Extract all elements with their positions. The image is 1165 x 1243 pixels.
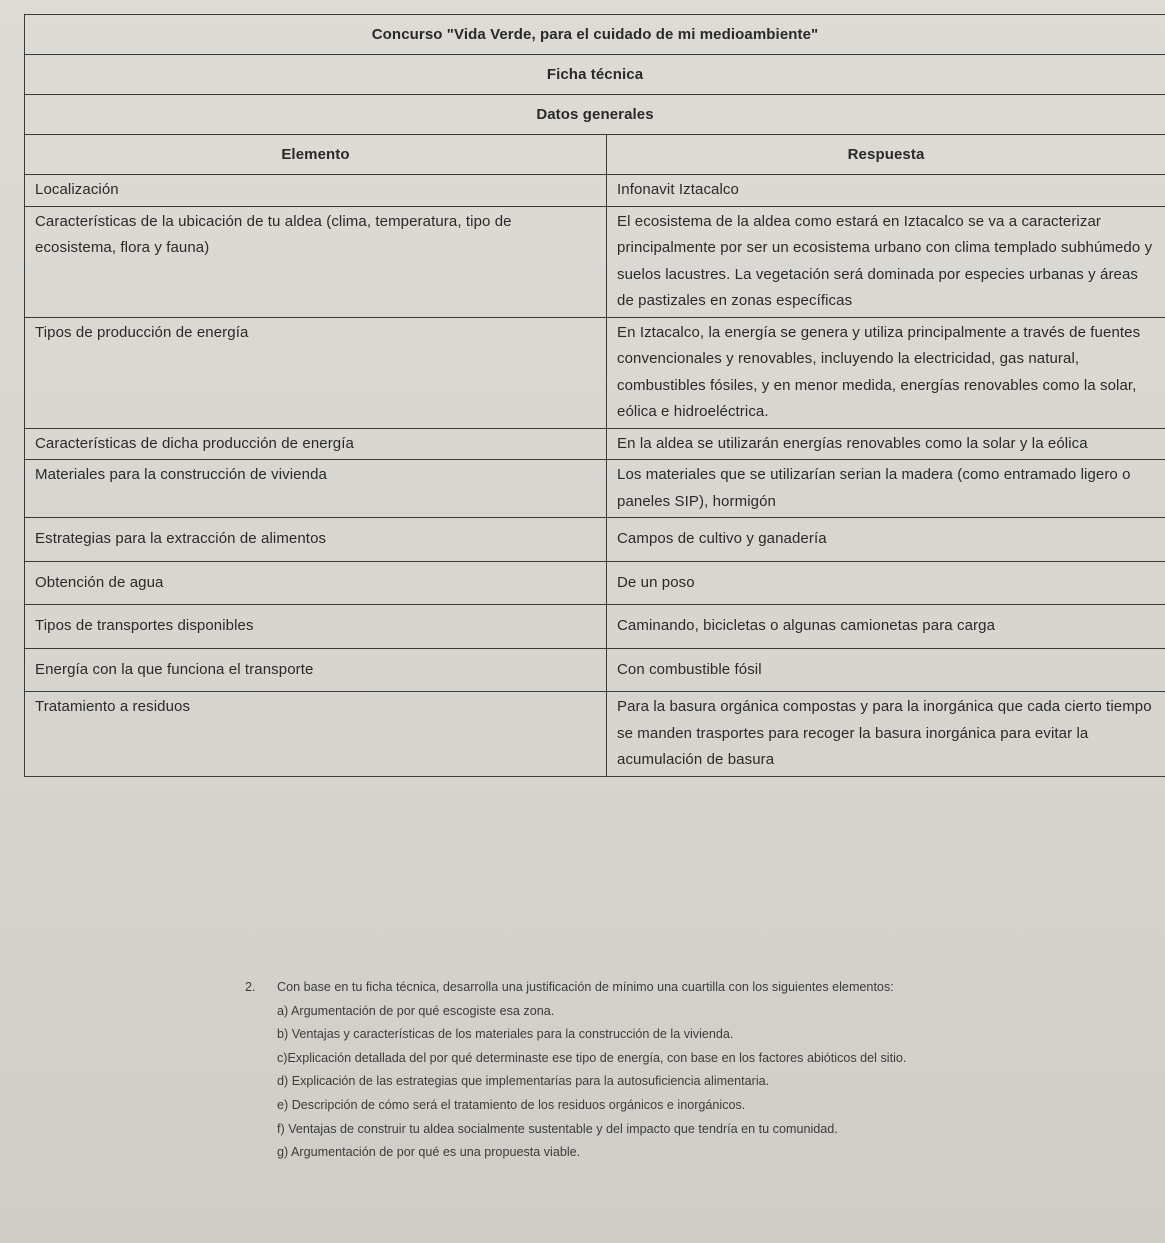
column-header-row bbox=[25, 135, 1165, 175]
element-cell: Localización bbox=[25, 175, 607, 207]
table-row bbox=[25, 460, 1165, 518]
title-row bbox=[25, 15, 1165, 55]
element-cell: Materiales para la construcción de vivienda bbox=[25, 460, 607, 518]
table-row bbox=[25, 428, 1165, 460]
section-row bbox=[25, 95, 1165, 135]
instruction-intro-text: Con base en tu ficha técnica, desarrolla una justificación de mínimo una cuartilla con los siguientes elementos: bbox=[277, 980, 894, 994]
response-cell: De un poso bbox=[607, 561, 1165, 605]
instruction-item-f: f) Ventajas de construir tu aldea socialmente sustentable y del impacto que tendría en tu comunidad. bbox=[277, 1121, 838, 1136]
response-cell: Con combustible fósil bbox=[607, 648, 1165, 692]
column-header-elemento: Elemento bbox=[25, 135, 607, 175]
element-cell: Características de dicha producción de energía bbox=[25, 428, 607, 460]
element-cell: Tipos de transportes disponibles bbox=[25, 605, 607, 649]
element-cell: Características de la ubicación de tu aldea (clima, temperatura, tipo de ecosistema, flora y fauna) bbox=[25, 206, 607, 317]
ficha-tecnica-table bbox=[24, 14, 1165, 777]
table-row bbox=[25, 692, 1165, 777]
instructions-block bbox=[245, 976, 1005, 1165]
element-cell: Tratamiento a residuos bbox=[25, 692, 607, 777]
response-cell: Infonavit Iztacalco bbox=[607, 175, 1165, 207]
instruction-item-c: c)Explicación detallada del por qué determinaste ese tipo de energía, con base en los factores abióticos del sitio. bbox=[277, 1050, 907, 1065]
instruction-number: 2. bbox=[245, 980, 256, 994]
instruction-item-a: a) Argumentación de por qué escogiste esa zona. bbox=[277, 1003, 555, 1018]
instruction-item-e: e) Descripción de cómo será el tratamiento de los residuos orgánicos e inorgánicos. bbox=[277, 1097, 746, 1112]
instruction-item-d: d) Explicación de las estrategias que implementarías para la autosuficiencia alimentaria. bbox=[277, 1074, 770, 1089]
table-row bbox=[25, 206, 1165, 317]
response-cell: Campos de cultivo y ganadería bbox=[607, 518, 1165, 562]
element-cell: Estrategias para la extracción de alimentos bbox=[25, 518, 607, 562]
element-cell: Obtención de agua bbox=[25, 561, 607, 605]
response-cell: El ecosistema de la aldea como estará en Iztacalco se va a caracterizar principalmente por ser un ecosistema urbano con clima templado subhúmedo y suelos lacustres. La vegetación será dominada por especies urbanas y áreas de pastizales en zonas específicas bbox=[607, 206, 1165, 317]
response-cell: Para la basura orgánica compostas y para la inorgánica que cada cierto tiempo se manden trasportes para recoger la basura inorgánica para evitar la acumulación de basura bbox=[607, 692, 1165, 777]
table-row bbox=[25, 175, 1165, 207]
table-row bbox=[25, 518, 1165, 562]
element-cell: Energía con la que funciona el transporte bbox=[25, 648, 607, 692]
table-row bbox=[25, 317, 1165, 428]
subtitle-row bbox=[25, 55, 1165, 95]
instruction-intro bbox=[245, 976, 1005, 1000]
column-header-respuesta: Respuesta bbox=[607, 135, 1165, 175]
instruction-items bbox=[245, 1000, 1005, 1165]
element-cell: Tipos de producción de energía bbox=[25, 317, 607, 428]
instruction-item-b: b) Ventajas y características de los materiales para la construcción de la vivienda. bbox=[277, 1027, 734, 1042]
response-cell: Los materiales que se utilizarían serian la madera (como entramado ligero o paneles SIP), hormigón bbox=[607, 460, 1165, 518]
instruction-item-g: g) Argumentación de por qué es una propuesta viable. bbox=[277, 1145, 581, 1160]
ficha-tecnica-heading: Ficha técnica bbox=[25, 55, 1165, 95]
table-row bbox=[25, 605, 1165, 649]
response-cell: En Iztacalco, la energía se genera y utiliza principalmente a través de fuentes convencionales y renovables, incluyendo la electricidad, gas natural, combustibles fósiles, y en menor medida, energías renovables como la solar, eólica e hidroeléctrica. bbox=[607, 317, 1165, 428]
table-row bbox=[25, 561, 1165, 605]
table-row bbox=[25, 648, 1165, 692]
response-cell: En la aldea se utilizarán energías renovables como la solar y la eólica bbox=[607, 428, 1165, 460]
response-cell: Caminando, bicicletas o algunas camionetas para carga bbox=[607, 605, 1165, 649]
datos-generales-heading: Datos generales bbox=[25, 95, 1165, 135]
contest-title: Concurso "Vida Verde, para el cuidado de mi medioambiente" bbox=[25, 15, 1165, 55]
